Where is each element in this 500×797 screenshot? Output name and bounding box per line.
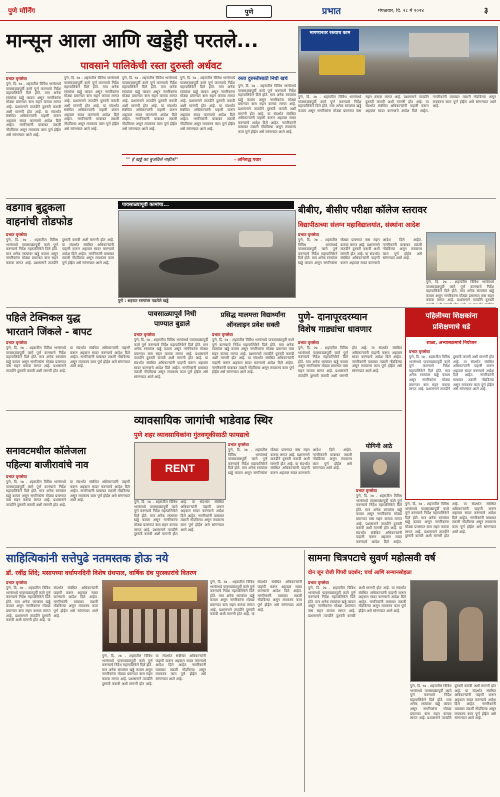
- danapur-headline: पुणे- दानापूरदरम्यान: [298, 312, 368, 323]
- lead-quote: "" हे खड्डे का बुजविले नाहीत?": [126, 158, 179, 163]
- lead-body-4: पुणे, दि. २७ - शहरातील विविध भागांमध्ये पावसाळ्यापूर्वी कामे पूर्ण करण्याचे निर्देश महापालिकेने दिले होते. मात्र अनेक रस्त्यांवर खड्डे कायम असून नागरिकांना मोठ्या प्रमाणात त्रास सहन करावा लागत आहे. प्रशासनाने तातडीने दुरुस्ती करावी अशी मागणी होत आहे. या संदर्भात संबंधित अधिकाऱ्यांनी पाहणी करून अहवाल सादर करण्याचे आदेश दिले आहेत. नागरिकांनी याबाबत तक्रारी नोंदविल्या असून लवकरच काम पूर्ण होईल असे सांगण्यात आले आहे.: [180, 76, 235, 131]
- divider-vertical: [304, 550, 305, 792]
- literature-text-1: पुणे, दि. २७ - शहरातील विविध भागांमध्ये पावसाळ्यापूर्वी कामे पूर्ण करण्याचे निर्देश महापालिकेने दिले होते. मात्र अनेक रस्त्यांवर खड्डे कायम असून नागरिकांना मोठ्या प्रमाणात त्रास सहन करावा लागत आहे. प्रशासनाने तातडीने दुरुस्ती करावी अशी मागणी होत आहे. या संदर्भात संबंधित अधिकाऱ्यांनी पाहणी करून अहवाल सादर करण्याचे आदेश दिले आहेत. नागरिकांनी याबाबत तक्रारी नोंदविल्या असून लवकरच काम पूर्ण होईल असे सांगण्यात आले आहे.: [6, 586, 98, 623]
- bba-text: पुणे, दि. २७ - शहरातील विविध भागांमध्ये पावसाळ्यापूर्वी कामे पूर्ण करण्याचे निर्देश महापालिकेने दिले होते. मात्र अनेक रस्त्यांवर खड्डे कायम असून नागरिकांना मोठ्या प्रमाणात त्रास सहन करावा लागत आहे. प्रशासनाने तातडीने दुरुस्ती करावी अशी मागणी होत आहे. या संदर्भात संबंधित अधिकाऱ्यांनी पाहणी करून अहवाल सादर करण्याचे आदेश दिले आहेत. नागरिकांनी याबाबत तक्रारी नोंदविल्या असून लवकरच काम पूर्ण होईल असे सांगण्यात आले आहे.: [298, 238, 422, 265]
- technical-body: [6, 340, 130, 406]
- college-headline: सनावटमधील कॉलेजला: [6, 446, 87, 457]
- literature-byline: प्रभात वृत्तसेवा: [6, 580, 27, 585]
- lead-box: [238, 76, 296, 196]
- online-headline-2: ऑनलाइन प्रवेश सक्ती: [226, 321, 280, 329]
- center-photo-label: पावसाळ्यापूर्वी कामांचा...: [122, 202, 169, 208]
- bba-byline: प्रभात वृत्तसेवा: [298, 232, 319, 237]
- center-photo-label-bar: [118, 201, 294, 209]
- bba-body-left: [298, 232, 422, 304]
- lead-deck: पावसाने पालिकेची रस्ता दुरुस्ती अर्धवट: [80, 61, 222, 72]
- center-photo-caption: पुणे : शहरात रस्त्यांवर पडलेले खड्डे: [118, 298, 169, 303]
- lead-body-2: पुणे, दि. २७ - शहरातील विविध भागांमध्ये पावसाळ्यापूर्वी कामे पूर्ण करण्याचे निर्देश महापालिकेने दिले होते. मात्र अनेक रस्त्यांवर खड्डे कायम असून नागरिकांना मोठ्या प्रमाणात त्रास सहन करावा लागत आहे. प्रशासनाने तातडीने दुरुस्ती करावी अशी मागणी होत आहे. या संदर्भात संबंधित अधिकाऱ्यांनी पाहणी करून अहवाल सादर करण्याचे आदेश दिले आहेत. नागरिकांनी याबाबत तक्रारी नोंदविल्या असून लवकरच काम पूर्ण होईल असे सांगण्यात आले आहे.: [64, 76, 119, 131]
- online-headline: प्रसिद्ध मालमत्ता विद्यार्थ्यांना: [220, 311, 286, 319]
- lead-headline: मान्सून आला आणि खड्डेही परतले...: [6, 30, 259, 52]
- traffic-body: [6, 232, 114, 304]
- danapur-byline: प्रभात वृत्तसेवा: [298, 340, 319, 345]
- film-byline: प्रभात वृत्तसेवा: [308, 580, 329, 585]
- film-deck: दोन जून रोजी पिंपरी प्रदर्शन; चर्चा आणि सन्मानसोहळा: [308, 570, 412, 576]
- college-byline: प्रभात वृत्तसेवा: [6, 474, 27, 479]
- first-day-headline-2: प्रशिक्षणाचे धडे: [432, 323, 471, 331]
- rent-sign: [151, 459, 209, 481]
- danapur-headline-2: विशेष गाड्यांचा धावणार: [298, 325, 372, 335]
- lead-deck-bar: [6, 58, 296, 73]
- technical-headline: पहिले टेक्निकल युद्ध: [6, 313, 81, 324]
- obituary-text: पुणे, दि. २७ - शहरातील विविध भागांमध्ये पावसाळ्यापूर्वी कामे पूर्ण करण्याचे निर्देश महापालिकेने दिले होते. मात्र अनेक रस्त्यांवर खड्डे कायम असून नागरिकांना मोठ्या प्रमाणात त्रास सहन करावा लागत आहे. प्रशासनाने तातडीने दुरुस्ती करावी अशी मागणी होत आहे. या संदर्भात संबंधित अधिकाऱ्यांनी पाहणी करून अहवाल सादर करण्याचे आदेश दिले आहेत.: [356, 494, 402, 544]
- rent-sign-photo: [134, 442, 226, 500]
- bba-deck: विद्यापीठाच्या संलग्न महाविद्यालयांत, संस्थांना आदेश: [298, 221, 420, 229]
- literature-headline: साहित्यिकांनी सत्तेपुढे नतमस्तक होऊ नये: [6, 552, 169, 565]
- commercial-deck: पुणे शहर व्यावसायिकांना गुंतवणूकीसाठी फायद्याचे: [134, 431, 250, 439]
- traffic-headline-2: वाहनांची तोडफोड: [6, 216, 73, 228]
- college-headline-2: पहिल्या बाजीरावांचे नाव: [6, 460, 89, 471]
- traffic-byline: प्रभात वृत्तसेवा: [6, 232, 27, 237]
- literature-deck: डॉ. रवींद्र शिंदे; मसापच्या वर्धापनदिनी विशेष ग्रंथपाल, वार्षिक ग्रंथ पुरस्कारांचे वितरण: [6, 570, 197, 577]
- literature-body-left: [6, 580, 98, 792]
- technical-byline: प्रभात वृत्तसेवा: [6, 340, 27, 345]
- obituary-name: योगिनी आठे: [365, 443, 393, 450]
- danapur-text: पुणे, दि. २७ - शहरातील विविध भागांमध्ये पावसाळ्यापूर्वी कामे पूर्ण करण्याचे निर्देश महापालिकेने दिले होते. मात्र अनेक रस्त्यांवर खड्डे कायम असून नागरिकांना मोठ्या प्रमाणात त्रास सहन करावा लागत आहे. प्रशासनाने तातडीने दुरुस्ती करावी अशी मागणी होत आहे. या संदर्भात संबंधित अधिकाऱ्यांनी पाहणी करून अहवाल सादर करण्याचे आदेश दिले आहेत. नागरिकांनी याबाबत तक्रारी नोंदविल्या असून लवकरच काम पूर्ण होईल असे सांगण्यात आले आहे.: [298, 346, 402, 378]
- danapur-body: [298, 340, 402, 406]
- first-day-byline: प्रभात वृत्तसेवा: [409, 349, 430, 354]
- photo-caption-text: मागणीनंतर रस्त्याचे काम: [309, 31, 351, 36]
- literature-text-2: पुणे, दि. २७ - शहरातील विविध भागांमध्ये पावसाळ्यापूर्वी कामे पूर्ण करण्याचे निर्देश महापालिकेने दिले होते. मात्र अनेक रस्त्यांवर खड्डे कायम असून नागरिकांना मोठ्या प्रमाणात त्रास सहन करावा लागत आहे. प्रशासनाने तातडीने दुरुस्ती करावी अशी मागणी होत आहे. या संदर्भात संबंधित अधिकाऱ्यांनी पाहणी करून अहवाल सादर करण्याचे आदेश दिले आहेत. नागरिकांनी याबाबत तक्रारी नोंदविल्या असून लवकरच काम पूर्ण होईल असे सांगण्यात आले आहे.: [102, 654, 206, 686]
- center-road-photo: [118, 210, 296, 298]
- film-poster-photo: [410, 580, 498, 682]
- lead-quote-strip: [122, 154, 296, 166]
- right-lead-column: [298, 95, 496, 167]
- masthead: [0, 0, 500, 21]
- rain-body: [134, 332, 208, 406]
- photo-caption-badge: [301, 29, 359, 51]
- section-badge: [226, 5, 272, 18]
- bba-text-right: पुणे, दि. २७ - शहरातील विविध भागांमध्ये पावसाळ्यापूर्वी कामे पूर्ण करण्याचे निर्देश महापालिकेने दिले होते. मात्र अनेक रस्त्यांवर खड्डे कायम असून नागरिकांना मोठ्या प्रमाणात त्रास सहन करावा लागत आहे. प्रशासनाने तातडीने दुरुस्ती: [426, 280, 494, 303]
- literature-body-mid: [102, 654, 206, 792]
- first-day-body: [409, 349, 494, 495]
- online-body: [212, 332, 294, 406]
- university-building-photo: [426, 232, 496, 280]
- rain-byline: प्रभात वृत्तसेवा: [134, 332, 155, 337]
- literature-event-photo: [102, 580, 208, 652]
- first-day-banner: [406, 309, 497, 337]
- literature-body-right: [210, 580, 302, 792]
- film-headline: सामना चित्रपटाचे सुवर्ण महोत्सवी वर्ष: [308, 553, 436, 564]
- divider: [6, 547, 496, 548]
- online-byline: प्रभात वृत्तसेवा: [212, 332, 233, 337]
- film-body-right: [410, 684, 496, 792]
- lead-column-4: [180, 76, 235, 196]
- lead-byline: प्रभात वृत्तसेवा: [6, 76, 27, 81]
- technical-text: पुणे, दि. २७ - शहरातील विविध भागांमध्ये पावसाळ्यापूर्वी कामे पूर्ण करण्याचे निर्देश महापालिकेने दिले होते. मात्र अनेक रस्त्यांवर खड्डे कायम असून नागरिकांना मोठ्या प्रमाणात त्रास सहन करावा लागत आहे. प्रशासनाने तातडीने दुरुस्ती करावी अशी मागणी होत आहे. या संदर्भात संबंधित अधिकाऱ्यांनी पाहणी करून अहवाल सादर करण्याचे आदेश दिले आहेत. नागरिकांनी याबाबत तक्रारी नोंदविल्या असून लवकरच काम पूर्ण होईल असे सांगण्यात आले आहे.: [6, 346, 130, 373]
- lead-box-title: रस्ता दुरुस्तीसाठी निधी खर्च: [238, 76, 288, 82]
- section-label: पुणे: [244, 8, 254, 16]
- poster-figure-2: [459, 607, 483, 661]
- lead-body-1: पुणे, दि. २७ - शहरातील विविध भागांमध्ये पावसाळ्यापूर्वी कामे पूर्ण करण्याचे निर्देश महापालिकेने दिले होते. मात्र अनेक रस्त्यांवर खड्डे कायम असून नागरिकांना मोठ्या प्रमाणात त्रास सहन करावा लागत आहे. प्रशासनाने तातडीने दुरुस्ती करावी अशी मागणी होत आहे. या संदर्भात संबंधित अधिकाऱ्यांनी पाहणी करून अहवाल सादर करण्याचे आदेश दिले आहेत. नागरिकांनी याबाबत तक्रारी नोंदविल्या असून लवकरच काम पूर्ण होईल असे सांगण्यात आले आहे.: [6, 82, 61, 137]
- film-body-left: [308, 580, 406, 792]
- technical-headline-2: भारताने जिंकले - बापट: [6, 327, 92, 338]
- commercial-body-lower: [134, 500, 224, 544]
- divider: [6, 410, 402, 411]
- page-number: ३: [484, 6, 489, 15]
- issue-date: मंगळवार, दि. २८ मे २०२४: [378, 9, 424, 14]
- traffic-text: पुणे, दि. २७ - शहरातील विविध भागांमध्ये पावसाळ्यापूर्वी कामे पूर्ण करण्याचे निर्देश महापालिकेने दिले होते. मात्र अनेक रस्त्यांवर खड्डे कायम असून नागरिकांना मोठ्या प्रमाणात त्रास सहन करावा लागत आहे. प्रशासनाने तातडीने दुरुस्ती करावी अशी मागणी होत आहे. या संदर्भात संबंधित अधिकाऱ्यांनी पाहणी करून अहवाल सादर करण्याचे आदेश दिले आहेत. नागरिकांनी याबाबत तक्रारी नोंदविल्या असून लवकरच काम पूर्ण होईल असे सांगण्यात आले आहे.: [6, 238, 114, 265]
- people-group: [109, 609, 201, 643]
- lead-column-1: [6, 76, 61, 196]
- first-day-headline: पहिलीच्या शिक्षकांना: [425, 312, 478, 320]
- road-work-photo: [298, 26, 498, 94]
- film-text-1: पुणे, दि. २७ - शहरातील विविध भागांमध्ये पावसाळ्यापूर्वी कामे पूर्ण करण्याचे निर्देश महापालिकेने दिले होते. मात्र अनेक रस्त्यांवर खड्डे कायम असून नागरिकांना मोठ्या प्रमाणात त्रास सहन करावा लागत आहे. प्रशासनाने तातडीने दुरुस्ती करावी अशी मागणी होत आहे. या संदर्भात संबंधित अधिकाऱ्यांनी पाहणी करून अहवाल सादर करण्याचे आदेश दिले आहेत. नागरिकांनी याबाबत तक्रारी नोंदविल्या असून लवकरच काम पूर्ण होईल असे सांगण्यात आले आहे.: [308, 586, 406, 618]
- portrait-face: [373, 459, 387, 475]
- bba-headline: बीबीए, बीसीए परीक्षा कॉलेज स्तरावर: [298, 205, 427, 216]
- commercial-text: पुणे, दि. २७ - शहरातील विविध भागांमध्ये पावसाळ्यापूर्वी कामे पूर्ण करण्याचे निर्देश महापालिकेने दिले होते. मात्र अनेक रस्त्यांवर खड्डे कायम असून नागरिकांना मोठ्या प्रमाणात त्रास सहन करावा लागत आहे. प्रशासनाने तातडीने दुरुस्ती करावी अशी मागणी होत आहे. या संदर्भात संबंधित अधिकाऱ्यांनी पाहणी करून अहवाल सादर करण्याचे आदेश दिले आहेत. नागरिकांनी याबाबत तक्रारी नोंदविल्या असून लवकरच काम पूर्ण होईल असे सांगण्यात आले आहे.: [228, 448, 352, 475]
- literature-text-3: पुणे, दि. २७ - शहरातील विविध भागांमध्ये पावसाळ्यापूर्वी कामे पूर्ण करण्याचे निर्देश महापालिकेने दिले होते. मात्र अनेक रस्त्यांवर खड्डे कायम असून नागरिकांना मोठ्या प्रमाणात त्रास सहन करावा लागत आहे. प्रशासनाने तातडीने दुरुस्ती करावी अशी मागणी होत आहे. या संदर्भात संबंधित अधिकाऱ्यांनी पाहणी करून अहवाल सादर करण्याचे आदेश दिले आहेत. नागरिकांनी याबाबत तक्रारी नोंदविल्या असून लवकरच काम पूर्ण होईल असे सांगण्यात आले आहे.: [210, 580, 302, 617]
- obituary-byline: प्रभात वृत्तसेवा: [356, 488, 377, 493]
- commercial-body: [228, 442, 352, 544]
- commercial-text-lower: पुणे, दि. २७ - शहरातील विविध भागांमध्ये पावसाळ्यापूर्वी कामे पूर्ण करण्याचे निर्देश महापालिकेने दिले होते. मात्र अनेक रस्त्यांवर खड्डे कायम असून नागरिकांना मोठ्या प्रमाणात त्रास सहन करावा लागत आहे. प्रशासनाने तातडीने दुरुस्ती करावी अशी मागणी होत आहे. या संदर्भात संबंधित अधिकाऱ्यांनी पाहणी करून अहवाल सादर करण्याचे आदेश दिले आहेत. नागरिकांनी याबाबत तक्रारी नोंदविल्या असून लवकरच काम पूर्ण होईल असे सांगण्यात आले आहे.: [134, 500, 224, 537]
- poster-figure-1: [423, 601, 447, 661]
- first-day-lower-body: [405, 502, 496, 544]
- right-lead-body: पुणे, दि. २७ - शहरातील विविध भागांमध्ये पावसाळ्यापूर्वी कामे पूर्ण करण्याचे निर्देश महापालिकेने दिले होते. मात्र अनेक रस्त्यांवर खड्डे कायम असून नागरिकांना मोठ्या प्रमाणात त्रास सहन करावा लागत आहे. प्रशासनाने तातडीने दुरुस्ती करावी अशी मागणी होत आहे. या संदर्भात संबंधित अधिकाऱ्यांनी पाहणी करून अहवाल सादर करण्याचे आदेश दिले आहेत. नागरिकांनी याबाबत तक्रारी नोंदविल्या असून लवकरच काम पूर्ण होईल असे सांगण्यात आले आहे.: [298, 95, 496, 113]
- commercial-byline: प्रभात वृत्तसेवा: [228, 442, 249, 447]
- lead-body-3: पुणे, दि. २७ - शहरातील विविध भागांमध्ये पावसाळ्यापूर्वी कामे पूर्ण करण्याचे निर्देश महापालिकेने दिले होते. मात्र अनेक रस्त्यांवर खड्डे कायम असून नागरिकांना मोठ्या प्रमाणात त्रास सहन करावा लागत आहे. प्रशासनाने तातडीने दुरुस्ती करावी अशी मागणी होत आहे. या संदर्भात संबंधित अधिकाऱ्यांनी पाहणी करून अहवाल सादर करण्याचे आदेश दिले आहेत. नागरिकांनी याबाबत तक्रारी नोंदविल्या असून लवकरच काम पूर्ण होईल असे सांगण्यात आले आहे.: [122, 76, 177, 131]
- stage-banner: [113, 587, 197, 601]
- rain-headline-2: पाण्यात बुडाले: [154, 320, 190, 328]
- first-day-deck: शाळा, अभ्यासक्रमाचे नियोजन: [426, 341, 477, 346]
- building-facade: [437, 245, 485, 271]
- first-day-lower-text: पुणे, दि. २७ - शहरातील विविध भागांमध्ये पावसाळ्यापूर्वी कामे पूर्ण करण्याचे निर्देश महापालिकेने दिले होते. मात्र अनेक रस्त्यांवर खड्डे कायम असून नागरिकांना मोठ्या प्रमाणात त्रास सहन करावा लागत आहे. प्रशासनाने तातडीने दुरुस्ती करावी अशी मागणी होत आहे. या संदर्भात संबंधित अधिकाऱ्यांनी पाहणी करून अहवाल सादर करण्याचे आदेश दिले आहेत. नागरिकांनी याबाबत तक्रारी नोंदविल्या असून लवकरच काम पूर्ण होईल असे सांगण्यात आले आहे.: [405, 502, 496, 539]
- college-text: पुणे, दि. २७ - शहरातील विविध भागांमध्ये पावसाळ्यापूर्वी कामे पूर्ण करण्याचे निर्देश महापालिकेने दिले होते. मात्र अनेक रस्त्यांवर खड्डे कायम असून नागरिकांना मोठ्या प्रमाणात त्रास सहन करावा लागत आहे. प्रशासनाने तातडीने दुरुस्ती करावी अशी मागणी होत आहे. या संदर्भात संबंधित अधिकाऱ्यांनी पाहणी करून अहवाल सादर करण्याचे आदेश दिले आहेत. नागरिकांनी याबाबत तक्रारी नोंदविल्या असून लवकरच काम पूर्ण होईल असे सांगण्यात आले आहे.: [6, 480, 130, 507]
- traffic-headline: वडगाव बुद्रुकला: [6, 202, 66, 214]
- obituary-body: [356, 488, 402, 544]
- online-text: पुणे, दि. २७ - शहरातील विविध भागांमध्ये पावसाळ्यापूर्वी कामे पूर्ण करण्याचे निर्देश महापालिकेने दिले होते. मात्र अनेक रस्त्यांवर खड्डे कायम असून नागरिकांना मोठ्या प्रमाणात त्रास सहन करावा लागत आहे. प्रशासनाने तातडीने दुरुस्ती करावी अशी मागणी होत आहे. या संदर्भात संबंधित अधिकाऱ्यांनी पाहणी करून अहवाल सादर करण्याचे आदेश दिले आहेत. नागरिकांनी याबाबत तक्रारी नोंदविल्या असून लवकरच काम पूर्ण होईल असे सांगण्यात आले आहे.: [212, 338, 294, 375]
- lead-column-3: [122, 76, 177, 196]
- building-shape: [409, 33, 469, 57]
- first-day-text: पुणे, दि. २७ - शहरातील विविध भागांमध्ये पावसाळ्यापूर्वी कामे पूर्ण करण्याचे निर्देश महापालिकेने दिले होते. मात्र अनेक रस्त्यांवर खड्डे कायम असून नागरिकांना मोठ्या प्रमाणात त्रास सहन करावा लागत आहे. प्रशासनाने तातडीने दुरुस्ती करावी अशी मागणी होत आहे. या संदर्भात संबंधित अधिकाऱ्यांनी पाहणी करून अहवाल सादर करण्याचे आदेश दिले आहेत. नागरिकांनी याबाबत तक्रारी नोंदविल्या असून लवकरच काम पूर्ण होईल असे सांगण्यात आले आहे.: [409, 355, 494, 392]
- rain-headline: पावसाळ्यापूर्व निधी: [147, 310, 197, 318]
- vehicle-shape: [239, 231, 273, 247]
- college-body: [6, 474, 130, 544]
- rent-sign-text: RENT: [165, 463, 195, 475]
- lead-quote-author: - अनिरुद्ध पवार: [234, 158, 262, 163]
- newspaper-logo: प्रभात: [322, 7, 341, 17]
- film-text-2: पुणे, दि. २७ - शहरातील विविध भागांमध्ये पावसाळ्यापूर्वी कामे पूर्ण करण्याचे निर्देश महापालिकेने दिले होते. मात्र अनेक रस्त्यांवर खड्डे कायम असून नागरिकांना मोठ्या प्रमाणात त्रास सहन करावा लागत आहे. प्रशासनाने तातडीने दुरुस्ती करावी अशी मागणी होत आहे. या संदर्भात संबंधित अधिकाऱ्यांनी पाहणी करून अहवाल सादर करण्याचे आदेश दिले आहेत. नागरिकांनी याबाबत तक्रारी नोंदविल्या असून लवकरच काम पूर्ण होईल असे सांगण्यात आले आहे.: [410, 684, 496, 721]
- obituary-photo: [360, 452, 400, 488]
- lead-column-2: [64, 76, 119, 196]
- truck-shape: [319, 55, 365, 75]
- pothole-shape: [159, 257, 219, 275]
- divider: [6, 198, 496, 199]
- rain-text: पुणे, दि. २७ - शहरातील विविध भागांमध्ये पावसाळ्यापूर्वी कामे पूर्ण करण्याचे निर्देश महापालिकेने दिले होते. मात्र अनेक रस्त्यांवर खड्डे कायम असून नागरिकांना मोठ्या प्रमाणात त्रास सहन करावा लागत आहे. प्रशासनाने तातडीने दुरुस्ती करावी अशी मागणी होत आहे. या संदर्भात संबंधित अधिकाऱ्यांनी पाहणी करून अहवाल सादर करण्याचे आदेश दिले आहेत. नागरिकांनी याबाबत तक्रारी नोंदविल्या असून लवकरच काम पूर्ण होईल असे सांगण्यात आले आहे.: [134, 338, 208, 379]
- brand-label: पुणे मॉर्निंग: [8, 7, 36, 15]
- first-day-box: [405, 308, 498, 500]
- lead-box-body: पुणे, दि. २७ - शहरातील विविध भागांमध्ये पावसाळ्यापूर्वी कामे पूर्ण करण्याचे निर्देश महापालिकेने दिले होते. मात्र अनेक रस्त्यांवर खड्डे कायम असून नागरिकांना मोठ्या प्रमाणात त्रास सहन करावा लागत आहे. प्रशासनाने तातडीने दुरुस्ती करावी अशी मागणी होत आहे. या संदर्भात संबंधित अधिकाऱ्यांनी पाहणी करून अहवाल सादर करण्याचे आदेश दिले आहेत. नागरिकांनी याबाबत तक्रारी नोंदविल्या असून लवकरच काम पूर्ण होईल असे सांगण्यात आले आहे.: [238, 84, 296, 134]
- commercial-headline: व्यावसायिक जागांची भाडेवाढ स्थिर: [134, 414, 273, 427]
